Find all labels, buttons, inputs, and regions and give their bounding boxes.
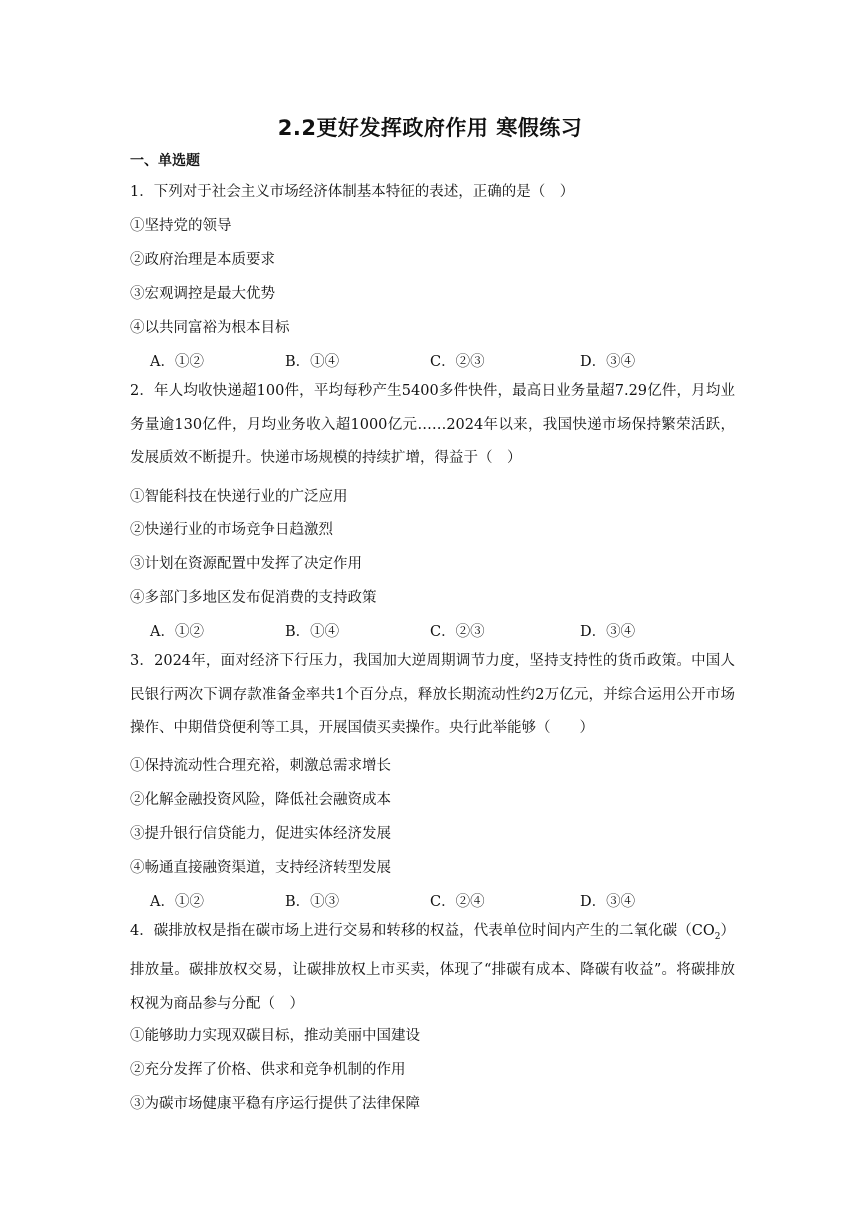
question-1-stem: 1．下列对于社会主义市场经济体制基本特征的表述，正确的是（ ） bbox=[130, 184, 575, 200]
choice-a: A．①② bbox=[150, 624, 204, 640]
choice-d: D．③④ bbox=[580, 894, 636, 910]
choice-b: B．①③ bbox=[285, 894, 340, 910]
page-title: 2.2更好发挥政府作用 寒假练习 bbox=[277, 116, 583, 140]
question-3-item-4: ④畅通直接融资渠道，支持经济转型发展 bbox=[130, 860, 391, 876]
choice-c: C．②③ bbox=[430, 624, 485, 640]
question-4-item-1: ①能够助力实现双碳目标，推动美丽中国建设 bbox=[130, 1028, 420, 1044]
question-4-stem-part-1: 4．碳排放权是指在碳市场上进行交易和转移的权益，代表单位时间内产生的二氧化碳（CO bbox=[130, 923, 715, 939]
choice-d: D．③④ bbox=[580, 354, 636, 370]
choice-a: A．①② bbox=[150, 894, 204, 910]
choice-c: C．②④ bbox=[430, 894, 485, 910]
question-2-item-2: ②快递行业的市场竞争日趋激烈 bbox=[130, 522, 333, 538]
question-3-item-1: ①保持流动性合理充裕，刺激总需求增长 bbox=[130, 758, 391, 774]
question-2-choices bbox=[150, 620, 750, 640]
question-2-item-1: ①智能科技在快递行业的广泛应用 bbox=[130, 489, 348, 505]
question-1-item-2: ②政府治理是本质要求 bbox=[130, 252, 275, 268]
choice-b: B．①④ bbox=[285, 624, 340, 640]
question-3-stem: 3．2024年，面对经济下行压力，我国加大逆周期调节力度，坚持支持性的货币政策。中国人民银行两次下调存款准备金率共1个百分点，释放长期流动性约2万亿元，并综合运用公开市场操作、中期借贷便利等工具，开展国债买卖操作。央行此举能够（ ） bbox=[130, 653, 735, 736]
choice-a: A．①② bbox=[150, 354, 204, 370]
question-4-stem-subscript: 2 bbox=[714, 931, 721, 942]
question-1-item-3: ③宏观调控是最大优势 bbox=[130, 286, 275, 302]
choice-c: C．②③ bbox=[430, 354, 485, 370]
question-4-item-3: ③为碳市场健康平稳有序运行提供了法律保障 bbox=[130, 1096, 420, 1112]
choice-b: B．①④ bbox=[285, 354, 340, 370]
question-4-stem-part-2: ）排放量。碳排放权交易，让碳排放权上市买卖，体现了“排碳有成本、降碳有收益”。将碳排放权视为商品参与分配（ ） bbox=[130, 923, 735, 1012]
question-4-item-2: ②充分发挥了价格、供求和竞争机制的作用 bbox=[130, 1062, 406, 1078]
question-3-item-2: ②化解金融投资风险，降低社会融资成本 bbox=[130, 792, 391, 808]
question-3-choices bbox=[150, 890, 750, 910]
question-1-item-4: ④以共同富裕为根本目标 bbox=[130, 320, 290, 336]
choice-d: D．③④ bbox=[580, 624, 636, 640]
question-2-item-3: ③计划在资源配置中发挥了决定作用 bbox=[130, 556, 362, 572]
section-heading: 一、单选题 bbox=[130, 153, 200, 169]
question-4-stem bbox=[130, 915, 735, 1021]
question-2-stem: 2．年人均收快递超100件，平均每秒产生5400多件快件，最高日业务量超7.29亿件，月均业务量逾130亿件，月均业务收入超1000亿元……2024年以来，我国快递市场保持繁荣活跃，发展质效不断提升。快递市场规模的持续扩增，得益于（ ） bbox=[130, 383, 735, 466]
question-1-item-1: ①坚持党的领导 bbox=[130, 218, 232, 234]
question-2-item-4: ④多部门多地区发布促消费的支持政策 bbox=[130, 590, 377, 606]
question-3-item-3: ③提升银行信贷能力，促进实体经济发展 bbox=[130, 826, 391, 842]
question-1-choices bbox=[150, 350, 750, 370]
